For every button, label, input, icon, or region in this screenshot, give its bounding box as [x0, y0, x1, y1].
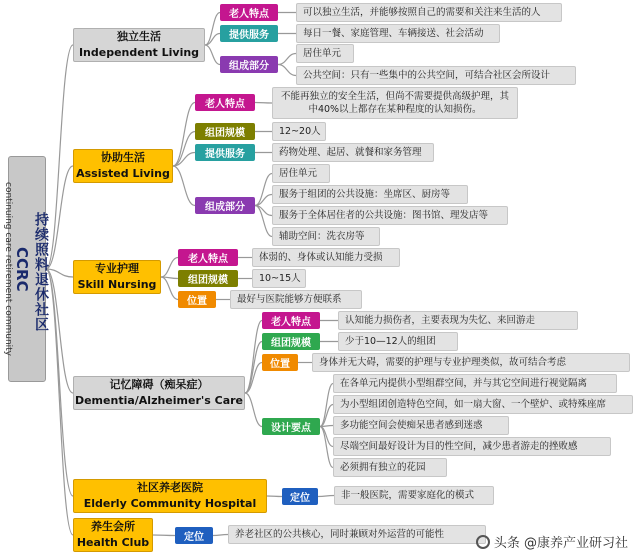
category-sub-connector — [245, 342, 262, 394]
category-community-hospital — [73, 479, 267, 513]
sub-label: 老人特点 — [220, 4, 278, 21]
watermark-text: 头条 @康养产业研习社 — [493, 536, 628, 551]
camera-icon — [476, 535, 490, 549]
sub-label: 组团规模 — [262, 333, 320, 350]
leaf-text: 药物处理、起居、就餐和家务管理 — [272, 143, 434, 162]
root-abbr: CCRC — [13, 246, 31, 292]
leaf-text: 为小型组团创造特色空间，如一扇大窗、一个壁炉、或特殊座席 — [333, 395, 633, 414]
sub-label: 老人特点 — [178, 249, 238, 266]
sub-leaf-connector — [278, 65, 296, 76]
category-sub-connector — [173, 103, 195, 167]
sub-label: 提供服务 — [195, 144, 255, 161]
leaf-text: 居住单元 — [296, 44, 354, 63]
category-en: Skill Nursing — [77, 278, 157, 291]
leaf-text: 尽端空间最好设计为目的性空间，减少患者游走的挫败感 — [333, 437, 611, 456]
leaf-text: 少于10—12人的组团 — [338, 332, 458, 351]
sub-leaf-connector — [318, 496, 334, 497]
category-sub-connector — [161, 258, 178, 278]
leaf-text: 非一般医院，需要家庭化的模式 — [334, 486, 494, 505]
sub-label: 提供服务 — [220, 25, 278, 42]
leaf-text: 在各单元内提供小型组群空间，并与其它空间进行视觉隔离 — [333, 374, 617, 393]
category-zh: 养生会所 — [91, 520, 135, 533]
sub-label: 老人特点 — [195, 94, 255, 111]
category-zh: 社区养老医院 — [137, 481, 203, 494]
category-en: Assisted Living — [76, 167, 170, 180]
category-en: Dementia/Alzheimer's Care — [74, 394, 244, 407]
sub-label: 组成部分 — [220, 56, 278, 73]
leaf-text: 养老社区的公共核心，同时兼顾对外运营的可能性 — [228, 525, 486, 544]
sub-label: 组团规模 — [178, 270, 238, 287]
category-skill-nursing — [73, 260, 161, 294]
leaf-text: 服务于全体居住者的公共设施：图书馆、理发店等 — [272, 206, 508, 225]
leaf-text: 身体并无大碍，需要的护理与专业护理类似，故可结合考虑 — [312, 353, 630, 372]
category-zh: 协助生活 — [101, 151, 145, 164]
sub-label: 组成部分 — [195, 197, 255, 214]
root-english: continuing care retirement community — [3, 182, 13, 356]
root-node — [3, 156, 49, 382]
category-sub-connector — [161, 277, 178, 300]
leaf-text: 可以独立生活，并能够按照自己的需要和关注来生活的人 — [296, 3, 562, 22]
category-assisted-living — [73, 149, 173, 183]
category-sub-connector — [205, 45, 220, 65]
category-en: Independent Living — [78, 46, 200, 59]
sub-label: 位置 — [178, 291, 216, 308]
leaf-text: 认知能力损伤者，主要表现为失忆、来回游走 — [338, 311, 578, 330]
category-en: Elderly Community Hospital — [83, 497, 257, 510]
leaf-text: 多功能空间会使痴呆患者感到迷惑 — [333, 416, 509, 435]
category-dementia-care — [73, 376, 245, 410]
category-sub-connector — [153, 535, 175, 536]
leaf-text: 公共空间：只有一些集中的公共空间，可结合社区会所设计 — [296, 66, 576, 85]
category-sub-connector — [267, 496, 282, 497]
sub-label: 设计要点 — [262, 418, 320, 435]
leaf-text: 10~15人 — [252, 269, 306, 288]
category-zh: 记忆障碍（痴呆症） — [109, 378, 209, 391]
sub-label: 位置 — [262, 354, 298, 371]
leaf-text: 体弱的、身体或认知能力受损 — [252, 248, 400, 267]
leaf-text: 12~20人 — [272, 122, 326, 141]
category-zh: 独立生活 — [117, 30, 161, 43]
category-sub-connector — [173, 166, 195, 206]
leaf-text: 每日一餐、家庭管理、车辆接送、社会活动 — [296, 24, 500, 43]
root-chinese: 持续照料退休社区 — [33, 212, 49, 332]
sub-label: 定位 — [175, 527, 213, 544]
sub-label: 组团规模 — [195, 123, 255, 140]
leaf-text: 居住单元 — [272, 164, 330, 183]
category-sub-connector — [245, 393, 262, 427]
category-sub-connector — [245, 321, 262, 394]
watermark — [476, 532, 628, 551]
leaf-text: 辅助空间：洗衣房等 — [272, 227, 380, 246]
sub-leaf-connector — [213, 535, 228, 536]
sub-label: 老人特点 — [262, 312, 320, 329]
leaf-text: 必须拥有独立的花园 — [333, 458, 447, 477]
category-zh: 专业护理 — [95, 262, 139, 275]
category-health-club — [73, 518, 153, 552]
sub-label: 定位 — [282, 488, 318, 505]
leaf-text: 最好与医院能够方便联系 — [230, 290, 362, 309]
sub-leaf-connector — [255, 103, 272, 104]
leaf-text: 服务于组团的公共设施：坐席区、厨房等 — [272, 185, 468, 204]
sub-leaf-connector — [320, 427, 333, 468]
leaf-text: 不能再独立的安全生活，但尚不需要提供高级护理，其中40%以上都存在某种程度的认知损伤。 — [272, 87, 518, 119]
sub-leaf-connector — [278, 54, 296, 65]
category-en: Health Club — [76, 536, 150, 549]
category-independent-living — [73, 28, 205, 62]
